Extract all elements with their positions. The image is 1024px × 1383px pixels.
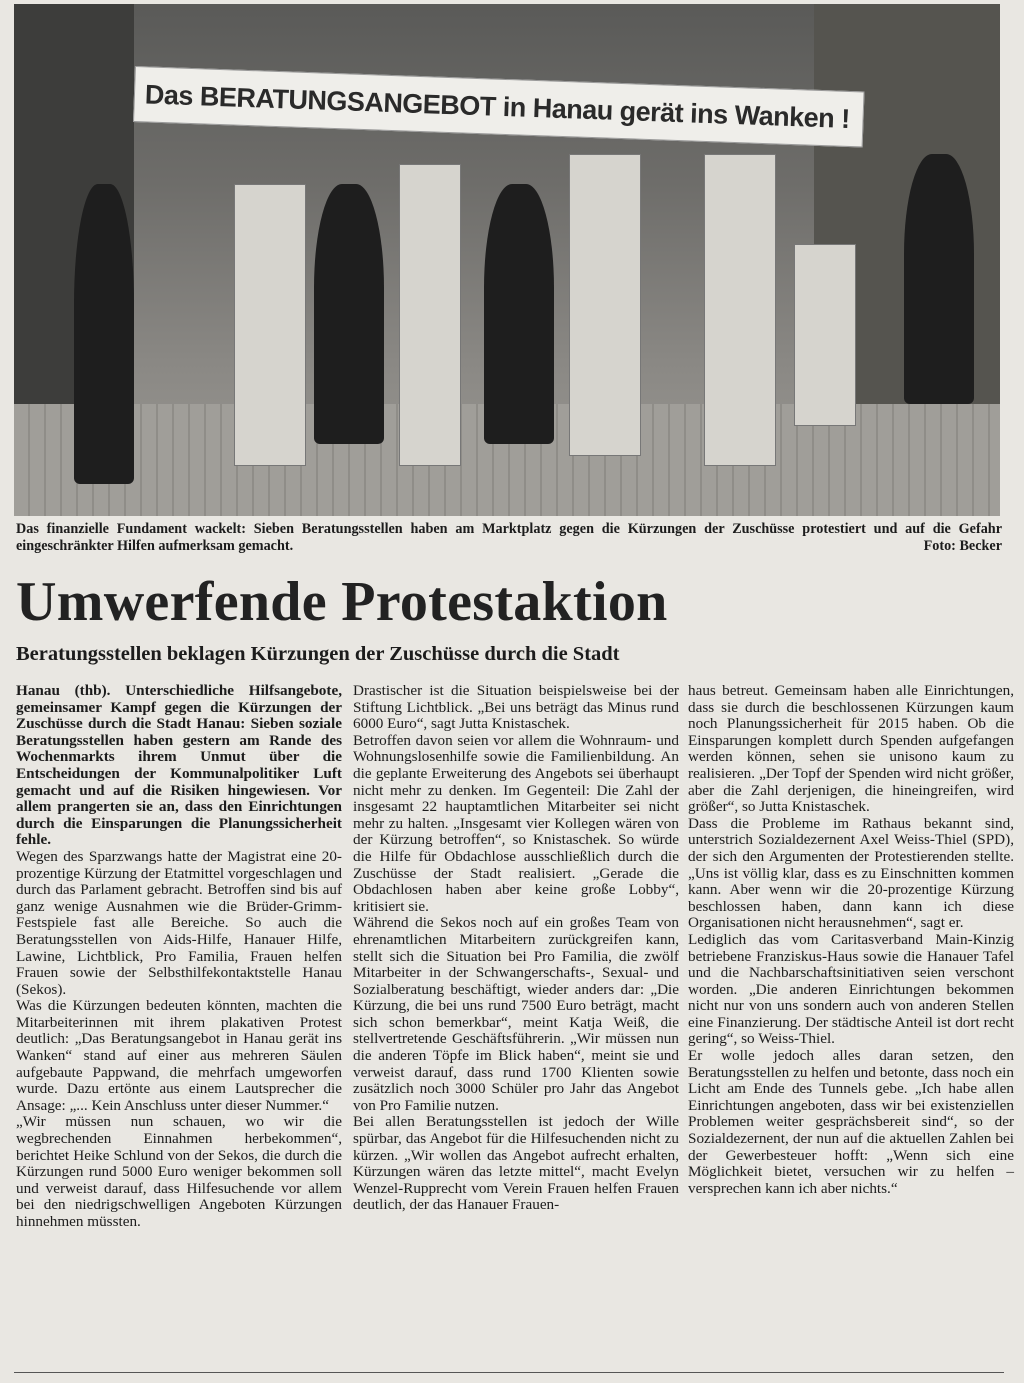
cardboard-pillar: [399, 164, 461, 466]
cardboard-pillar: [704, 154, 776, 466]
protester: [74, 184, 134, 484]
paragraph: Dass die Probleme im Rathaus bekannt sind, unterstrich Sozialdezernent Axel Weiss-Thiel (SPD), der sich den Argumenten der Protestierenden stellte. „Uns ist völlig klar, dass es zu Einschnitten kommen kann. Aber wenn wir die 20-prozentige Kürzung beschlossen haben, dann kann ich diese Organisationen nicht herausnehmen“, sagt er.: [688, 814, 1014, 932]
protest-photo: [14, 4, 1000, 516]
protester: [904, 154, 974, 404]
paragraph: Betroffen davon seien vor allem die Wohnraum- und Wohnungslosenhilfe sowie die Familienbildung. An die geplante Erweiterung des Angebots sei überhaupt nicht mehr zu denken. Im Gegenteil: Die Zahl der insgesamt 22 hauptamtlichen Mitarbeiter sei nicht mehr zu halten. „Insgesamt vier Kollegen wären von der Kürzung betroffen“, so Knistaschek. So würde die Hilfe für Obdachlose ausschließlich durch die Zuschüsse der Stadt realisiert. „Gerade die Obdachlosen haben aber keine große Lobby“, kritisiert sie.: [353, 731, 679, 915]
cardboard-pillar: [794, 244, 856, 426]
paragraph: Während die Sekos noch auf ein großes Team von ehrenamtlichen Mitarbeitern zurückgreifen kann, stellt sich die Situation bei Pro Familia, die zwölf Mitarbeiter in der Schwangerschafts-, Sexual- und Sozialberatung beschäftigt, wieder anders dar: „Die Kürzung, die bei uns rund 7500 Euro beträgt, macht sich schon bemerkbar“, meint Katja Weiß, die stellvertretende Geschäftsführerin. „Wir müssen nun die anderen Töpfe im Blick haben“, meint sie und verweist darauf, dass rund 1700 Klienten sowie zusätzlich noch 3000 Schüler pro Jahr das Angebot von Pro Familie nutzen.: [353, 914, 679, 1114]
cardboard-pillar: [569, 154, 641, 456]
protester: [484, 184, 554, 444]
lead-paragraph: Hanau (thb). Unterschiedliche Hilfsangebote, gemeinsamer Kampf gegen die Kürzungen der Zuschüsse durch die Stadt Hanau: Sieben soziale Beratungsstellen haben gestern am Rande des Wochenmarkts ihrem Unmut über die Entscheidungen der Kommunalpolitiker Luft gemacht und auf die Risiken hingewiesen. Vor allem prangerten sie an, dass den Einrichtungen durch die Einsparungen die Planungssicherheit fehle.: [16, 682, 342, 849]
paragraph: „Wir müssen nun schauen, wo wir die wegbrechenden Einnahmen herbekommen“, berichtet Heike Schlund von der Sekos, die durch die Kürzungen rund 5000 Euro weniger bekommen soll und verweist darauf, dass Hilfesuchende vor allem bei den niedrigschwelligen Angeboten Kürzungen hinnehmen müssten.: [16, 1113, 342, 1230]
paragraph: Wegen des Sparzwangs hatte der Magistrat eine 20-prozentige Kürzung der Etatmittel vorgeschlagen und durch das Parlament gebracht. Betroffen sind bis auf ganz wenige Ausnahmen wie die Brüder-Grimm-Festspiele fast alle Bereiche. So auch die Beratungsstellen von Aids-Hilfe, Hanauer Hilfe, Lawine, Lichtblick, Pro Familia, Frauen helfen Frauen sowie der Selbsthilfekontaktstelle Hanau (Sekos).: [16, 847, 342, 998]
article-column-1: [16, 683, 342, 1231]
paragraph: Lediglich das vom Caritasverband Main-Kinzig betriebene Franziskus-Haus sowie die Hanauer Tafel und die Nachbarschaftsinitiativen seien verschont worden. „Die anderen Einrichtungen bekommen nicht nur von uns sondern auch von anderen Stellen eine Finanzierung. Der städtische Anteil ist dort recht gering“, so Weiss-Thiel.: [688, 930, 1014, 1048]
headline: Umwerfende Protestaktion: [16, 571, 668, 633]
protest-banner: Das BERATUNGSANGEBOT in Hanau gerät ins Wanken !: [133, 66, 865, 147]
paragraph: Was die Kürzungen bedeuten könnten, machten die Mitarbeiterinnen mit ihrem plakativen Protest deutlich: „Das Beratungsangebot in Hanau gerät ins Wanken“ stand auf einer aus mehreren Säulen aufgebaute Pappwand, die mehrfach umgeworfen wurde. Dazu ertönte aus einem Lautsprecher die Ansage: „... Kein Anschluss unter dieser Nummer.“: [16, 997, 342, 1114]
paragraph: Drastischer ist die Situation beispielsweise bei der Stiftung Lichtblick. „Bei uns beträgt das Minus rund 6000 Euro“, sagt Jutta Knistaschek.: [353, 682, 679, 733]
article-column-3: [688, 683, 1014, 1197]
paragraph: haus betreut. Gemeinsam haben alle Einrichtungen, dass sie durch die beschlossenen Kürzungen kaum noch Planungssicherheit für 2015 haben. Ob die Einsparungen komplett durch Spenden aufgefangen werden können, sehen sie unisono kaum zu realisieren. „Der Topf der Spenden wird nicht größer, aber die Zahl derjenigen, die hineingreifen, wird größer“, so Jutta Knistaschek.: [688, 682, 1014, 816]
paragraph: Er wolle jedoch alles daran setzen, den Beratungsstellen zu helfen und betonte, dass noch ein Licht am Ende des Tunnels gebe. „Ich habe allen Einrichtungen angeboten, dass wir bei existenziellen Problemen weiter gesprächsbereit sind“, so der Sozialdezernent, der nun auf die aktuellen Zahlen bei der Gewerbesteuer hofft: „Wenn sich eine Möglichkeit bietet, versuchen wir zu helfen – versprechen kann ich aber nichts.“: [688, 1047, 1014, 1197]
protester: [314, 184, 384, 444]
paragraph: Bei allen Beratungsstellen ist jedoch der Wille spürbar, das Angebot für die Hilfesuchenden nicht zu kürzen. „Wir wollen das Angebot aufrecht erhalten, Kürzungen wären das letzte mittel“, macht Evelyn Wenzel-Rupprecht vom Verein Frauen helfen Frauen deutlich, der das Hanauer Frauen-: [353, 1113, 679, 1214]
caption-text: Das finanzielle Fundament wackelt: Sieben Beratungsstellen haben am Marktplatz gegen die Kürzungen der Zuschüsse protestiert und auf die Gefahr eingeschränkter Hilfen aufmerksam gemacht.: [16, 521, 1002, 554]
article-column-2: [353, 683, 679, 1214]
photo-credit: Foto: Becker: [923, 538, 1002, 554]
cardboard-pillar: [234, 184, 306, 466]
subheadline: Beratungsstellen beklagen Kürzungen der Zuschüsse durch die Stadt: [16, 643, 620, 665]
bottom-divider: [14, 1372, 1004, 1373]
photo-caption: [16, 521, 1002, 555]
